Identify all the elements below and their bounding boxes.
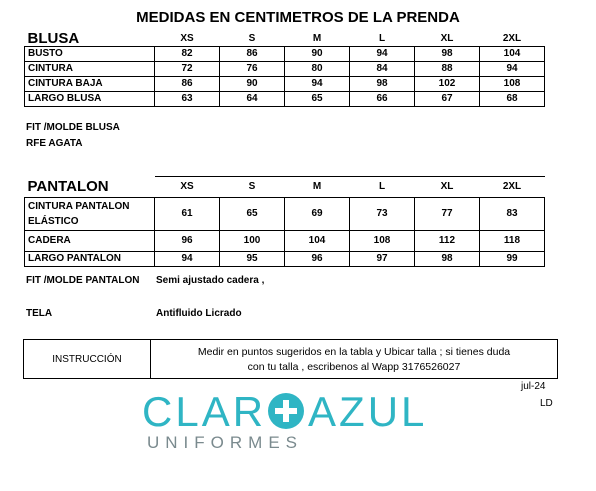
cell-value: 67 (415, 92, 480, 107)
row-label: BUSTO (25, 47, 155, 62)
size-header: S (220, 177, 285, 198)
brand-logo (142, 388, 427, 436)
blusa-fit-label: FIT /MOLDE BLUSA (26, 122, 120, 133)
table-row (25, 92, 545, 107)
table-row (25, 62, 545, 77)
table-row (25, 47, 545, 62)
row-label (25, 197, 155, 230)
cell-value: 63 (155, 92, 220, 107)
cell-value: 68 (480, 92, 545, 107)
logo-text-right: AZUL (308, 388, 428, 435)
cell-value: 83 (480, 197, 545, 230)
tela-value: Antifluido Licrado (156, 308, 242, 319)
size-header: L (350, 32, 415, 47)
blusa-section-title: BLUSA (27, 30, 80, 47)
row-label-line: CINTURA PANTALON (28, 200, 130, 212)
cell-value: 104 (480, 47, 545, 62)
logo-text-left: CLAR (142, 388, 267, 435)
blusa-table (24, 32, 545, 107)
pantalon-table (24, 176, 545, 267)
row-label: LARGO BLUSA (25, 92, 155, 107)
pantalon-fit-value: Semi ajustado cadera , (156, 275, 265, 286)
row-label: CINTURA BAJA (25, 77, 155, 92)
table-row (25, 77, 545, 92)
cell-value: 94 (350, 47, 415, 62)
cell-value: 69 (285, 197, 350, 230)
size-header: XL (415, 32, 480, 47)
cell-value: 94 (480, 62, 545, 77)
cell-value: 66 (350, 92, 415, 107)
cell-value: 98 (350, 77, 415, 92)
cell-value: 61 (155, 197, 220, 230)
size-header: 2XL (480, 177, 545, 198)
instruction-box (23, 339, 558, 379)
cell-value: 98 (415, 251, 480, 266)
cell-value: 76 (220, 62, 285, 77)
instruction-text (151, 345, 557, 375)
cell-value: 96 (155, 230, 220, 251)
cell-value: 77 (415, 197, 480, 230)
cell-value: 86 (155, 77, 220, 92)
cell-value: 90 (220, 77, 285, 92)
table-row (25, 197, 545, 230)
pantalon-fit-label: FIT /MOLDE PANTALON (26, 275, 140, 286)
footer-date: jul-24 (521, 381, 546, 392)
cell-value: 108 (350, 230, 415, 251)
cell-value: 65 (220, 197, 285, 230)
row-label: CINTURA (25, 62, 155, 77)
cell-value: 118 (480, 230, 545, 251)
row-label: CADERA (25, 230, 155, 251)
logo-subtitle: UNIFORMES (147, 433, 303, 452)
cell-value: 84 (350, 62, 415, 77)
cell-value: 64 (220, 92, 285, 107)
size-header: XS (155, 32, 220, 47)
instruction-line: Medir en puntos sugeridos en la tabla y Ubicar talla ; si tienes duda (197, 346, 511, 358)
cell-value: 112 (415, 230, 480, 251)
instruction-line: con tu talla , escribenos al Wapp 3176526027 (247, 361, 461, 373)
cell-value: 95 (220, 251, 285, 266)
size-header: L (350, 177, 415, 198)
row-label-line: ELÁSTICO (28, 215, 79, 227)
cell-value: 94 (285, 77, 350, 92)
cell-value: 108 (480, 77, 545, 92)
size-header: XL (415, 177, 480, 198)
blusa-header-row (25, 32, 545, 47)
cell-value: 65 (285, 92, 350, 107)
cell-value: 72 (155, 62, 220, 77)
cell-value: 99 (480, 251, 545, 266)
cell-value: 90 (285, 47, 350, 62)
cell-value: 80 (285, 62, 350, 77)
cell-value: 97 (350, 251, 415, 266)
plus-circle-icon (268, 393, 304, 429)
row-label: LARGO PANTALON (25, 251, 155, 266)
cell-value: 86 (220, 47, 285, 62)
size-header: M (285, 177, 350, 198)
size-header: M (285, 32, 350, 47)
tela-label: TELA (26, 308, 53, 319)
table-row (25, 230, 545, 251)
size-header: XS (155, 177, 220, 198)
cell-value: 100 (220, 230, 285, 251)
size-header: S (220, 32, 285, 47)
page-title: MEDIDAS EN CENTIMETROS DE LA PRENDA (136, 9, 460, 26)
pantalon-section-title: PANTALON (27, 177, 109, 195)
table-row (25, 251, 545, 266)
cell-value: 104 (285, 230, 350, 251)
cell-value: 102 (415, 77, 480, 92)
pantalon-header-row (25, 177, 545, 198)
cell-value: 73 (350, 197, 415, 230)
cell-value: 88 (415, 62, 480, 77)
cell-value: 98 (415, 47, 480, 62)
size-header: 2XL (480, 32, 545, 47)
cell-value: 94 (155, 251, 220, 266)
cell-value: 96 (285, 251, 350, 266)
cell-value: 82 (155, 47, 220, 62)
footer-initials: LD (540, 398, 553, 409)
instruction-label: INSTRUCCIÓN (24, 340, 151, 378)
blusa-ref-label: RFE AGATA (26, 138, 83, 149)
